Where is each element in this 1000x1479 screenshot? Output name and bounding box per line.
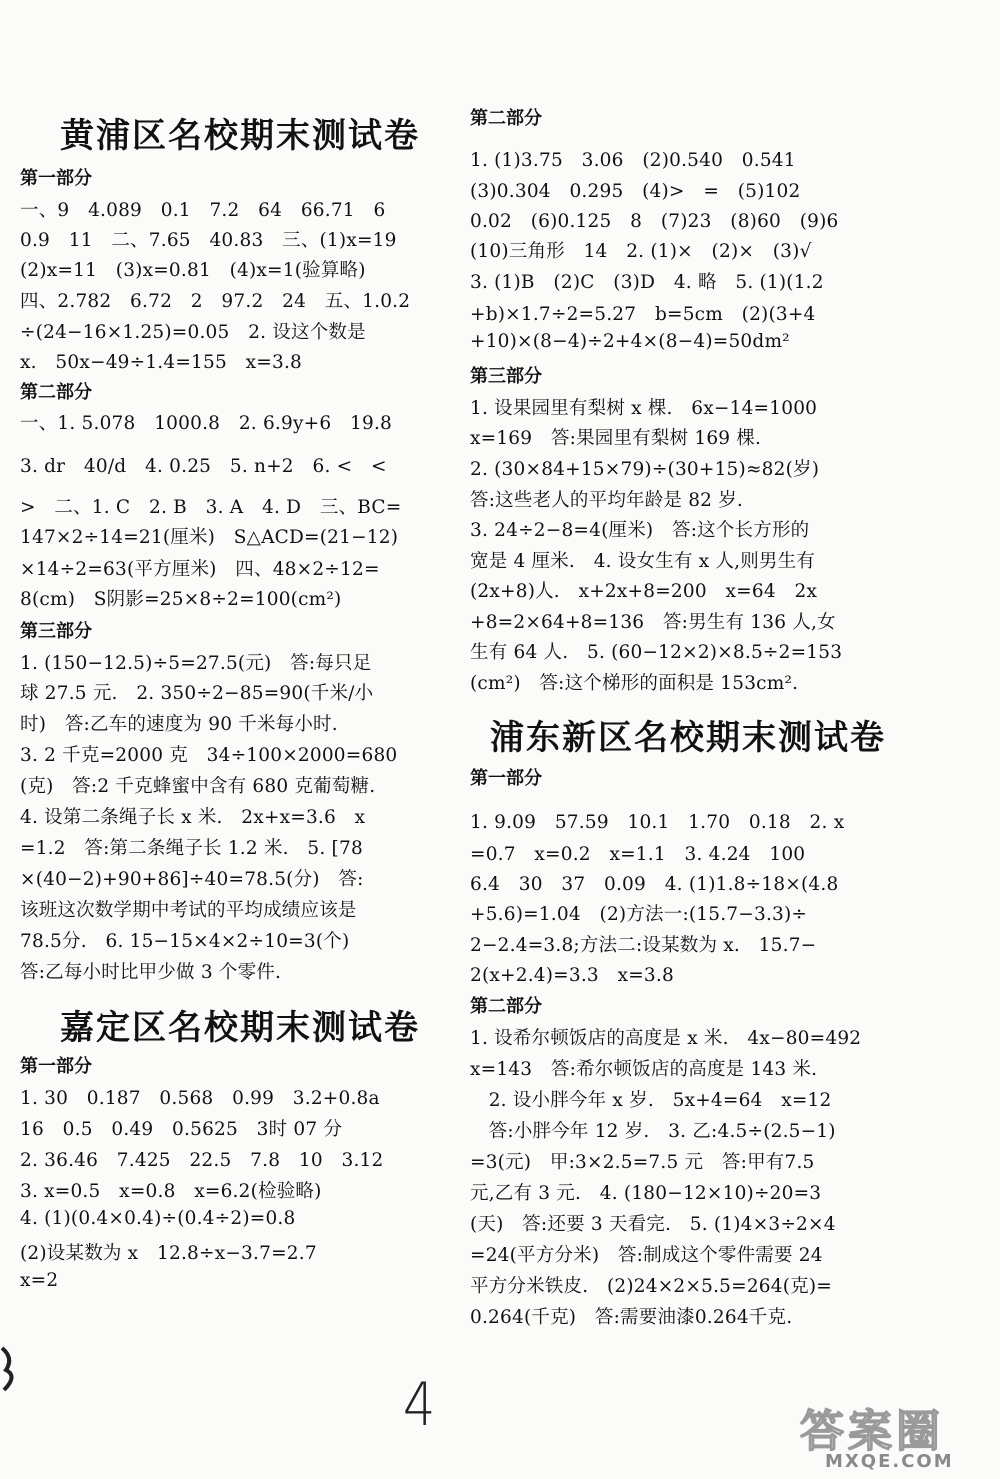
page-number: 4 <box>402 1370 436 1440</box>
answer-line: 8(cm) S阴影=25×8÷2=100(cm²) <box>20 589 342 610</box>
watermark <box>795 1395 990 1475</box>
answer-line: 16 0.5 0.49 0.5625 3时 07 分 <box>20 1119 343 1140</box>
part-heading: 第一部分 <box>470 768 542 789</box>
answer-line: +b)×1.7÷2=5.27 b=5cm (2)(3+4 <box>470 304 816 325</box>
answer-line: +5.6)=1.04 (2)方法一:(15.7−3.3)÷ <box>470 904 808 925</box>
answer-line: 1. (150−12.5)÷5=27.5(元) 答:每只足 <box>20 653 372 674</box>
part-heading: 第一部分 <box>20 168 92 189</box>
answer-line: x=143 答:希尔顿饭店的高度是 143 米. <box>470 1059 818 1080</box>
answer-line: (天) 答:还要 3 天看完. 5. (1)4×3÷2×4 <box>470 1214 836 1235</box>
answer-line: 平方分米铁皮. (2)24×2×5.5=264(克)= <box>470 1276 832 1297</box>
answer-line: 球 27.5 元. 2. 350÷2−85=90(千米/小 <box>20 683 374 704</box>
answer-line: 2. (30×84+15×79)÷(30+15)≈82(岁) <box>470 459 820 480</box>
answer-line: 一、9 4.089 0.1 7.2 64 66.71 6 <box>20 200 386 221</box>
answer-line: 该班这次数学期中考试的平均成绩应该是 <box>20 900 357 921</box>
answer-line: ×14÷2=63(平方厘米) 四、48×2÷12= <box>20 559 380 580</box>
answer-line: 3. dr 40/d 4. 0.25 5. n+2 6. < < <box>20 456 387 477</box>
answer-line: 4. (1)(0.4×0.4)÷(0.4÷2)=0.8 <box>20 1208 296 1229</box>
answer-line: 时) 答:乙车的速度为 90 千米每小时. <box>20 714 338 735</box>
answer-line: (cm²) 答:这个梯形的面积是 153cm². <box>470 673 799 694</box>
answer-line: ×(40−2)+90+86]÷40=78.5(分) 答: <box>20 869 364 890</box>
answer-line: 元,乙有 3 元. 4. (180−12×10)÷20=3 <box>470 1183 822 1204</box>
answer-line: 1. 设果园里有梨树 x 棵. 6x−14=1000 <box>470 398 818 419</box>
answer-line: x=169 答:果园里有梨树 169 棵. <box>470 428 762 449</box>
answer-line: 1. (1)3.75 3.06 (2)0.540 0.541 <box>470 150 796 171</box>
answer-line: =1.2 答:第二条绳子长 1.2 米. 5. [78 <box>20 838 363 859</box>
answer-line: > 二、1. C 2. B 3. A 4. D 三、BC= <box>20 497 402 518</box>
answer-line: =0.7 x=0.2 x=1.1 3. 4.24 100 <box>470 844 806 865</box>
answer-line: =24(平方分米) 答:制成这个零件需要 24 <box>470 1245 823 1266</box>
answer-line: ÷(24−16×1.25)=0.05 2. 设这个数是 <box>20 322 366 343</box>
section-title-pudong: 浦东新区名校期末测试卷 <box>490 718 886 758</box>
answer-line: 0.264(千克) 答:需要油漆0.264千克. <box>470 1307 793 1328</box>
answer-line: (10)三角形 14 2. (1)× (2)× (3)√ <box>470 241 812 262</box>
answer-line: 四、2.782 6.72 2 97.2 24 五、1.0.2 <box>20 291 411 312</box>
answer-line: 1. 设希尔顿饭店的高度是 x 米. 4x−80=492 <box>470 1028 862 1049</box>
answer-line: =3(元) 甲:3×2.5=7.5 元 答:甲有7.5 <box>470 1152 815 1173</box>
answer-line: (3)0.304 0.295 (4)> = (5)102 <box>470 181 801 202</box>
answer-line: 147×2÷14=21(厘米) S△ACD=(21−12) <box>20 527 399 548</box>
answer-line: 78.5分. 6. 15−15×4×2÷10=3(个) <box>20 931 350 952</box>
section-title-huangpu: 黄浦区名校期末测试卷 <box>60 116 420 156</box>
answer-line: +8=2×64+8=136 答:男生有 136 人,女 <box>470 612 836 633</box>
answer-line: (2x+8)人. x+2x+8=200 x=64 2x <box>470 581 818 602</box>
answer-line: 2−2.4=3.8;方法二:设某数为 x. 15.7− <box>470 935 817 956</box>
answer-line: 3. (1)B (2)C (3)D 4. 略 5. (1)(1.2 <box>470 272 824 293</box>
answer-line: 2. 设小胖今年 x 岁. 5x+4=64 x=12 <box>470 1090 832 1111</box>
answer-line: 答:乙每小时比甲少做 3 个零件. <box>20 962 282 983</box>
answer-line: 宽是 4 厘米. 4. 设女生有 x 人,则男生有 <box>470 551 816 572</box>
part-heading: 第二部分 <box>470 108 542 129</box>
watermark-url: MXQE.COM <box>825 1451 954 1472</box>
section-title-jiading: 嘉定区名校期末测试卷 <box>60 1008 420 1048</box>
answer-line: (2)x=11 (3)x=0.81 (4)x=1(验算略) <box>20 260 366 281</box>
answer-line: 0.02 (6)0.125 8 (7)23 (8)60 (9)6 <box>470 211 839 232</box>
answer-line: 答:这些老人的平均年龄是 82 岁. <box>470 490 744 511</box>
answer-line: 2(x+2.4)=3.3 x=3.8 <box>470 965 674 986</box>
answer-line: +10)×(8−4)÷2+4×(8−4)=50dm² <box>470 331 790 352</box>
answer-line: x=2 <box>20 1270 59 1291</box>
answer-line: 2. 36.46 7.425 22.5 7.8 10 3.12 <box>20 1150 384 1171</box>
answer-line: (克) 答:2 千克蜂蜜中含有 680 克葡萄糖. <box>20 776 376 797</box>
answer-line: (2)设某数为 x 12.8÷x−3.7=2.7 <box>20 1243 317 1264</box>
watermark-logo-text: 答案圈 <box>800 1406 944 1457</box>
answer-line: 3. x=0.5 x=0.8 x=6.2(检验略) <box>20 1181 322 1202</box>
answer-line: x. 50x−49÷1.4=155 x=3.8 <box>20 352 303 373</box>
part-heading: 第一部分 <box>20 1056 92 1077</box>
answer-line: 1. 9.09 57.59 10.1 1.70 0.18 2. x <box>470 812 845 833</box>
answer-line: 3. 2 千克=2000 克 34÷100×2000=680 <box>20 745 398 766</box>
answer-line: 答:小胖今年 12 岁. 3. 乙:4.5÷(2.5−1) <box>470 1121 836 1142</box>
answer-line: 生有 64 人. 5. (60−12×2)×8.5÷2=153 <box>470 642 843 663</box>
part-heading: 第三部分 <box>470 366 542 387</box>
corner-mark-icon <box>0 1340 22 1395</box>
answer-line: 3. 24÷2−8=4(厘米) 答:这个长方形的 <box>470 520 810 541</box>
answer-line: 4. 设第二条绳子长 x 米. 2x+x=3.6 x <box>20 807 366 828</box>
answer-line: 一、1. 5.078 1000.8 2. 6.9y+6 19.8 <box>20 413 392 434</box>
answer-line: 0.9 11 二、7.65 40.83 三、(1)x=19 <box>20 230 397 251</box>
part-heading: 第三部分 <box>20 621 92 642</box>
answer-line: 6.4 30 37 0.09 4. (1)1.8÷18×(4.8 <box>470 874 839 895</box>
part-heading: 第二部分 <box>20 382 92 403</box>
part-heading: 第二部分 <box>470 996 542 1017</box>
answer-line: 1. 30 0.187 0.568 0.99 3.2+0.8a <box>20 1088 380 1109</box>
